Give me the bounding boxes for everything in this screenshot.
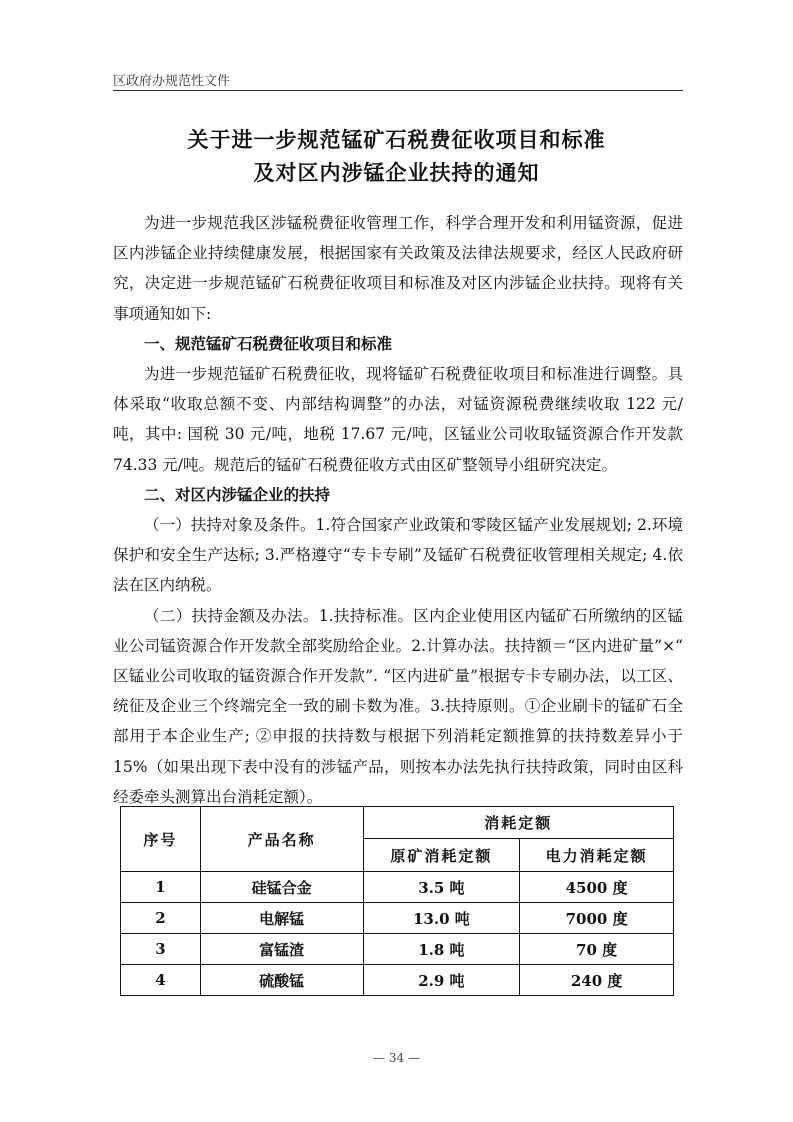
col-header-quota-group: 消耗定额: [363, 807, 674, 839]
cell-no: 1: [121, 872, 201, 903]
cell-ore: 3.5 吨: [363, 872, 520, 903]
cell-product: 硫酸锰: [200, 965, 363, 996]
cell-product: 电解锰: [200, 903, 363, 934]
cell-ore: 2.9 吨: [363, 965, 520, 996]
cell-ore: 13.0 吨: [363, 903, 520, 934]
cell-power: 240 度: [520, 965, 674, 996]
document-body: [113, 208, 683, 812]
body-paragraph: （一）扶持对象及条件。1.符合国家产业政策和零陵区锰产业发展规划; 2.环境保护和安全生产达标; 3.严格遵守“专卡专刷”及锰矿石税费征收管理相关规定; 4.依法在区内纳税。: [113, 516, 683, 595]
col-header-ore-quota: 原矿消耗定额: [363, 839, 520, 872]
table-row: [121, 934, 674, 965]
table-row: [121, 965, 674, 996]
cell-no: 4: [121, 965, 201, 996]
page-number: — 34 —: [373, 1051, 420, 1065]
consumption-quota-table: [120, 806, 674, 996]
cell-no: 2: [121, 903, 201, 934]
running-header: 区政府办规范性文件: [113, 74, 231, 89]
document-title-line-2: 及对区内涉锰企业扶持的通知: [253, 160, 540, 185]
col-header-product: 产品名称: [200, 807, 363, 872]
body-paragraph: （二）扶持金额及办法。1.扶持标准。区内企业使用区内锰矿石所缴纳的区锰业公司锰资源合作开发款全部奖励给企业。2.计算办法。扶持额＝“区内进矿量”×“ 区锰业公司收取的锰资源合作开发款”. “区内进矿量”根据专卡专刷办法，以工区、统征及企业三个终端完全一致的刷卡数为准。3.扶持原则。①企业刷卡的锰矿石全部用于本企业生产; ②申报的扶持数与根据下列消耗定额推算的扶持数差异小于 15%（如果出现下表中没有的涉锰产品，则按本办法先执行扶持政策，同时由区科经委牵头测算出台消耗定额）。: [113, 606, 683, 806]
col-header-no: 序号: [121, 807, 201, 872]
document-title-line-1: 关于进一步规范锰矿石税费征收项目和标准: [187, 127, 606, 152]
cell-product: 富锰渣: [200, 934, 363, 965]
cell-power: 4500 度: [520, 872, 674, 903]
cell-power: 7000 度: [520, 903, 674, 934]
cell-ore: 1.8 吨: [363, 934, 520, 965]
section-heading: 二、对区内涉锰企业的扶持: [144, 484, 331, 504]
cell-power: 70 度: [520, 934, 674, 965]
table-row: [121, 872, 674, 903]
body-paragraph: 为进一步规范我区涉锰税费征收管理工作，科学合理开发和利用锰资源，促进区内涉锰企业持续健康发展，根据国家有关政策及法律法规要求，经区人民政府研究，决定进一步规范锰矿石税费征收项目和标准及对区内涉锰企业扶持。现将有关事项通知如下:: [113, 214, 683, 323]
section-heading: 一、规范锰矿石税费征收项目和标准: [144, 333, 393, 353]
cell-product: 硅锰合金: [200, 872, 363, 903]
body-paragraph: 为进一步规范锰矿石税费征收，现将锰矿石税费征收项目和标准进行调整。具体采取“收取总额不变、内部结构调整”的办法，对锰资源税费继续收取 122 元/吨，其中: 国税 30 元/吨，地税 17.67 元/吨，区锰业公司收取锰资源合作开发款 74.33 元/吨。规范后的锰矿石税费征收方式由区矿整领导小组研究决定。: [113, 365, 683, 474]
header-rule: [113, 90, 683, 91]
table-row: [121, 903, 674, 934]
cell-no: 3: [121, 934, 201, 965]
col-header-power-quota: 电力消耗定额: [520, 839, 674, 872]
